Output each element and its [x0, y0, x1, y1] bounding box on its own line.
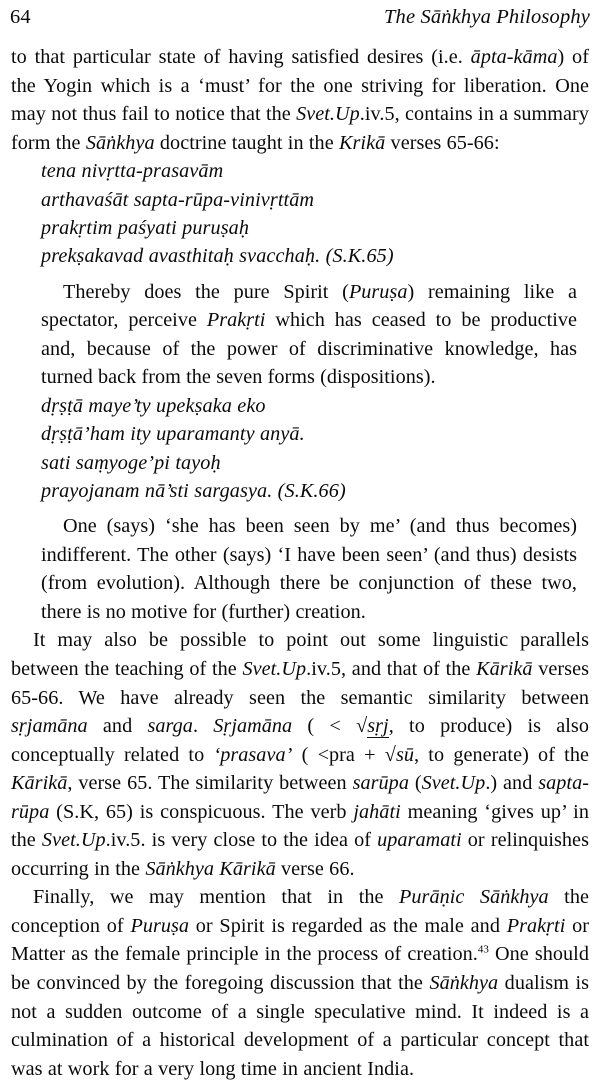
- running-head: [10, 6, 590, 36]
- p3-italic-prakrti: Prakṛti: [506, 914, 566, 937]
- p2-italic-jahati: jahāti: [353, 800, 401, 823]
- verse-line: prekṣakavad avasthitaḥ svacchaḥ. (S.K.65): [41, 245, 394, 268]
- p2-italic-sankhya-karika: Sāṅkhya Kārikā: [145, 857, 276, 880]
- p3-italic-sankhya: Sāṅkhya: [429, 972, 499, 994]
- p3-seg-e: One should be convinced by the foregoing discussion that the: [11, 943, 589, 994]
- p2-seg-m: (S.K, 65) is conspicuous. The verb: [49, 800, 354, 823]
- verse-block-sk65: [11, 157, 589, 271]
- p1-seg-d: doctrine taught in the: [154, 131, 340, 154]
- p2-italic-srjamana-1: sṛjamāna: [11, 715, 88, 738]
- p2-seg-h: ( <pra +: [292, 743, 385, 766]
- p2-seg-o: .iv.5. is very close to the idea of: [105, 829, 378, 852]
- verse-line: sati saṃyoge’pi tayoḥ: [41, 451, 221, 474]
- p2-seg-k: (: [408, 772, 422, 795]
- p2-italic-uparamati: uparamati: [377, 829, 462, 852]
- p3-seg-a: Finally, we may mention that in the: [33, 886, 400, 909]
- p2-seg-j: , verse 65. The similarity between: [67, 772, 353, 795]
- p1-seg-a: to that particular state of having satisfied desires (i.e.: [11, 46, 471, 68]
- p1-seg-b: ) of the Yogin which is a ‘must’ for the one striving for liberation. One may not thus fail to notice that the: [11, 46, 589, 126]
- paragraph-3: [11, 883, 589, 1083]
- running-title: The Sāṅkhya Philosophy: [384, 6, 590, 28]
- p2-seg-l: .) and: [485, 772, 539, 795]
- p2-seg-b: .iv.5, and that of the: [306, 657, 477, 680]
- footnote-marker: 43: [477, 943, 489, 956]
- p2-italic-prasava: ‘prasava’: [213, 743, 293, 766]
- p2-seg-q: verse 66.: [275, 857, 355, 880]
- verse-line: dṛṣṭā’ham ity uparamanty anyā.: [41, 423, 305, 446]
- q1-seg-b: ) remaining like a spectator, perceive: [41, 280, 577, 332]
- p3-seg-c: or Spirit is regarded as the male and: [189, 914, 507, 937]
- block-spacer: [11, 271, 589, 278]
- verse-line: prayojanam nā’sti sargasya. (S.K.66): [41, 480, 346, 503]
- q1-seg-c: which has ceased to be productive and, because of the power of discriminative knowledge, has turned back from the seven forms (dispositions).: [41, 309, 578, 389]
- paragraph-2: [11, 626, 589, 883]
- sqrt-root-srj: [356, 715, 389, 738]
- p2-italic-srjamana-2: Sṛjamāna: [213, 715, 293, 738]
- p3-italic-purusa: Puruṣa: [130, 914, 190, 937]
- verse-line: prakṛtim paśyati puruṣaḥ: [41, 217, 250, 239]
- p2-seg-f: ( <: [292, 715, 357, 738]
- p2-seg-i: , to generate) of the: [414, 743, 589, 766]
- p2-italic-sarga: sarga: [147, 715, 193, 738]
- text-column: [11, 43, 589, 1083]
- p2-seg-n: meaning ‘gives up’ in the: [11, 800, 589, 852]
- p2-italic-sarupa: sarūpa: [352, 772, 409, 795]
- root-text: sū: [395, 743, 414, 766]
- p1-italic-krika: Krikā: [339, 131, 386, 154]
- translation-quote-sk66: One (says) ‘she has been seen by me’ (and thus becomes) indifferent. The other (says) ‘I have been seen’ (and thus) desists (from evolution). Although there be conjunction of these two, there is no motive for (further) creation.: [41, 515, 577, 623]
- p1-italic-apta-kama: āpta-kāma: [470, 46, 558, 68]
- sqrt-root-su: [385, 744, 414, 766]
- p3-seg-b: the conception of: [11, 886, 589, 937]
- verse-block-sk66: [11, 392, 589, 506]
- p1-seg-e: verses 65-66:: [385, 131, 500, 154]
- verse-line: tena nivṛtta-prasavām: [41, 160, 224, 183]
- p2-italic-sapta-rupa: sapta-rūpa: [11, 772, 589, 823]
- p2-seg-e: .: [192, 715, 214, 738]
- page-number: 64: [10, 6, 31, 28]
- block-spacer: [11, 505, 589, 512]
- p2-italic-svet-up-2: Svet.Up: [421, 772, 486, 795]
- p3-italic-puranic-sankhya: Purāṇic Sāṅkhya: [399, 886, 549, 909]
- p3-seg-d: or Matter as the female principle in the process of creation.: [11, 914, 589, 966]
- p2-italic-karika-2: Kārikā: [11, 772, 68, 795]
- p2-italic-karika-1: Kārikā: [476, 657, 533, 680]
- p2-seg-p: or relinquishes occurring in the: [11, 829, 589, 880]
- verse-line: dṛṣṭā maye’ty upekṣaka eko: [41, 394, 266, 417]
- verse-line: arthavaśāt sapta-rūpa-vinivṛttām: [41, 188, 315, 211]
- p2-italic-svet-up-1: Svet.Up: [242, 657, 307, 680]
- root-text: sṛj: [367, 715, 389, 738]
- p2-seg-g: , to produce) is also conceptually related to: [11, 715, 589, 766]
- p1-italic-svet-up: Svet.Up: [296, 103, 360, 126]
- radical-sign: √: [356, 715, 368, 738]
- q1-seg-a: Thereby does the pure Spirit (: [63, 280, 349, 303]
- translation-quote-sk65: [11, 278, 589, 392]
- radical-sign: √: [384, 743, 396, 766]
- p2-seg-a: It may also be possible to point out some linguistic parallels between the teaching of the: [11, 629, 589, 680]
- q1-italic-purusa: Puruṣa: [348, 280, 408, 303]
- p2-seg-d: and: [87, 715, 148, 738]
- p1-italic-sankhya: Sāṅkhya: [85, 131, 155, 154]
- p2-italic-svet-up-3: Svet.Up: [41, 829, 106, 852]
- p3-seg-f: dualism is not a sudden outcome of a single speculative mind. It indeed is a culmination of a historical development of a particular concept that was at work for a very long time in ancient India.: [11, 972, 590, 1080]
- p1-seg-c: .iv.5, contains in a summary form the: [11, 103, 589, 154]
- paragraph-1: [11, 43, 589, 157]
- q1-italic-prakrti: Prakṛti: [206, 309, 266, 332]
- p2-seg-c: verses 65-66. We have already seen the semantic similarity between: [11, 657, 589, 709]
